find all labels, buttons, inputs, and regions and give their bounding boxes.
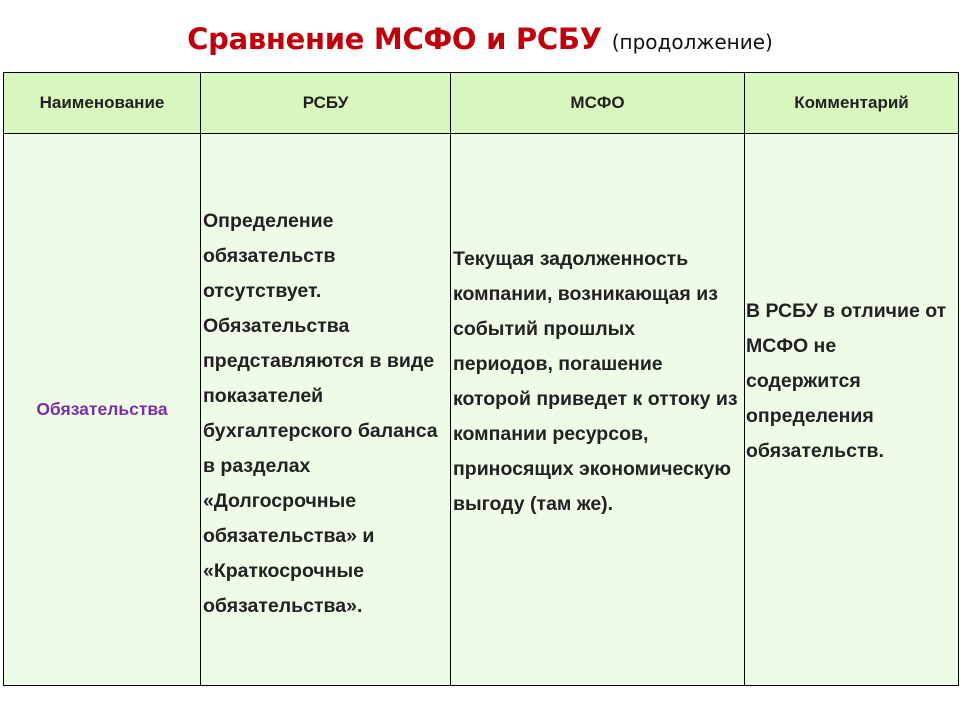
header-rsbu: РСБУ <box>201 73 451 134</box>
slide-title <box>0 22 960 56</box>
table-row <box>4 134 959 686</box>
title-main: Сравнение МСФО и РСБУ <box>187 22 602 56</box>
cell-msfo <box>451 134 745 686</box>
cell-rsbu <box>201 134 451 686</box>
header-comment: Комментарий <box>745 73 959 134</box>
msfo-text: Текущая задолженность компании, возникающая из событий прошлых периодов, погашение которой приведет к оттоку из компании ресурсов, приносящих экономическую выгоду (там же). <box>453 247 738 515</box>
cell-comment <box>745 134 959 686</box>
comparison-table <box>3 72 959 686</box>
cell-name <box>4 134 201 686</box>
title-subtitle: (продолжение) <box>611 30 773 54</box>
header-msfo: МСФО <box>451 73 745 134</box>
comment-text: В РСБУ в отличие от МСФО не содержится определения обязательств. <box>746 300 947 462</box>
row-name-label: Обязательства <box>36 399 168 419</box>
header-name: Наименование <box>4 73 201 134</box>
rsbu-text: Определение обязательств отсутствует. Обязательства представляются в виде показателей бухгалтерского баланса в разделах «Долгосрочные обязательства» и «Краткосрочные обязательства». <box>203 209 438 617</box>
table-header-row <box>4 73 959 134</box>
